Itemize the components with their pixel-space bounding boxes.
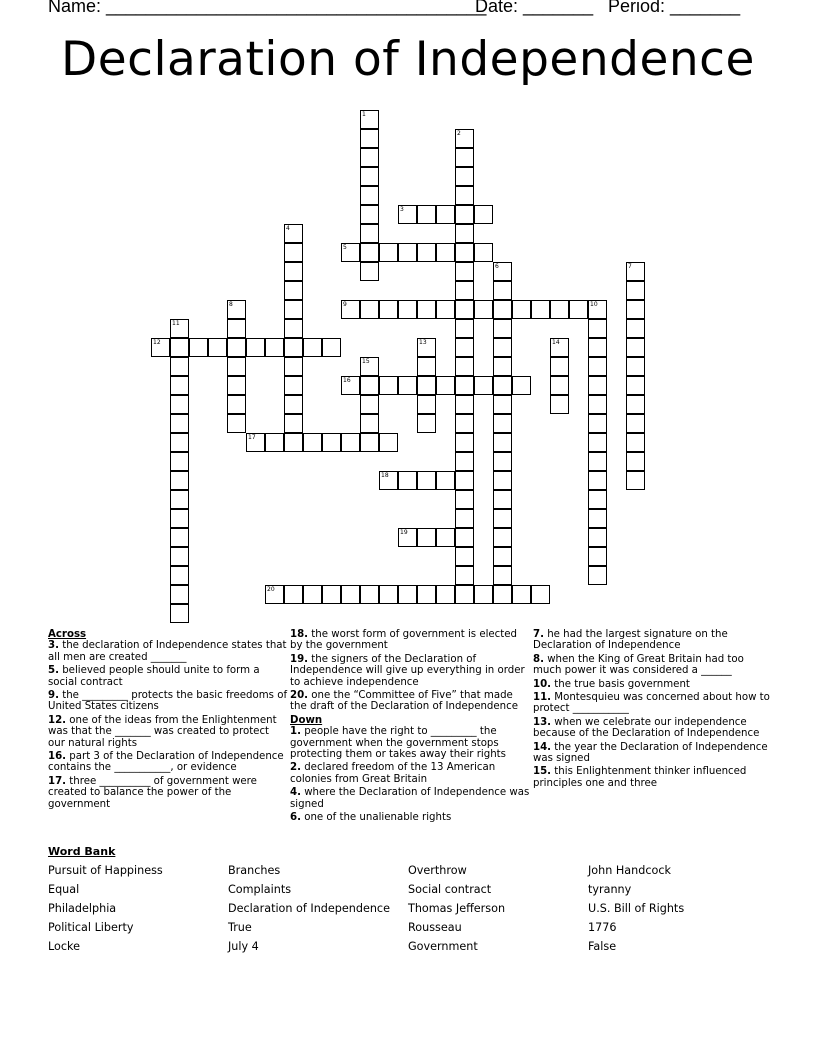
- crossword-cell[interactable]: [417, 300, 436, 319]
- crossword-cell[interactable]: [379, 376, 398, 395]
- clue-num: 16.: [48, 751, 67, 763]
- crossword-cell[interactable]: [398, 376, 417, 395]
- word-bank-item: Declaration of Independence: [228, 902, 390, 915]
- crossword-cell[interactable]: [360, 376, 379, 395]
- crossword-cell[interactable]: [398, 243, 417, 262]
- clue-item: [290, 690, 530, 713]
- crossword-cell[interactable]: [588, 471, 607, 490]
- crossword-cell[interactable]: [284, 433, 303, 452]
- clue-item: [533, 742, 773, 765]
- word-bank-item: Social contract: [408, 883, 492, 896]
- clue-text: where the Declaration of Independence was signed: [290, 787, 530, 810]
- crossword-cell[interactable]: [303, 338, 322, 357]
- crossword-cell[interactable]: [227, 357, 246, 376]
- word-bank-item: Pursuit of Happiness: [48, 864, 163, 877]
- crossword-cell[interactable]: [493, 566, 512, 585]
- crossword-cell[interactable]: [455, 148, 474, 167]
- clue-text: the _________ protects the basic freedoms of United States citizens: [48, 690, 288, 713]
- crossword-cell[interactable]: [493, 433, 512, 452]
- crossword-cell[interactable]: [550, 357, 569, 376]
- crossword-cell[interactable]: [436, 205, 455, 224]
- crossword-cell[interactable]: [360, 300, 379, 319]
- crossword-cell[interactable]: [227, 395, 246, 414]
- crossword-cell[interactable]: [455, 243, 474, 262]
- crossword-cell[interactable]: [265, 338, 284, 357]
- crossword-cell[interactable]: [474, 243, 493, 262]
- crossword-cell[interactable]: [227, 376, 246, 395]
- crossword-cell[interactable]: [588, 357, 607, 376]
- clue-number: 16: [343, 377, 351, 384]
- crossword-cell[interactable]: [360, 395, 379, 414]
- crossword-cell[interactable]: [417, 585, 436, 604]
- crossword-cell[interactable]: [284, 585, 303, 604]
- crossword-cell[interactable]: [170, 338, 189, 357]
- crossword-cell[interactable]: [322, 433, 341, 452]
- crossword-cell[interactable]: [588, 490, 607, 509]
- crossword-cell[interactable]: [531, 300, 550, 319]
- crossword-cell[interactable]: [493, 490, 512, 509]
- crossword-cell[interactable]: [284, 357, 303, 376]
- clue-item: [290, 787, 530, 810]
- clue-number: 17: [248, 434, 256, 441]
- crossword-cell[interactable]: [588, 509, 607, 528]
- clue-item: [290, 726, 530, 760]
- clue-num: 7.: [533, 629, 544, 640]
- clue-num: 13.: [533, 716, 552, 728]
- clue-text: he had the largest signature on the Declaration of Independence: [533, 629, 728, 652]
- clue-text: one the “Committee of Five” that made the draft of the Declaration of Independence: [290, 690, 518, 713]
- crossword-cell[interactable]: [455, 471, 474, 490]
- clue-number: 12: [153, 339, 161, 346]
- crossword-cell[interactable]: [455, 205, 474, 224]
- page-title: Declaration of Independence: [61, 32, 755, 87]
- crossword-cell[interactable]: [227, 414, 246, 433]
- crossword-cell[interactable]: [588, 414, 607, 433]
- crossword-cell[interactable]: [360, 224, 379, 243]
- crossword-cell[interactable]: [493, 338, 512, 357]
- crossword-cell[interactable]: [455, 319, 474, 338]
- clue-item: [533, 679, 773, 690]
- crossword-cell[interactable]: [417, 376, 436, 395]
- crossword-cell[interactable]: [512, 585, 531, 604]
- crossword-cell[interactable]: [170, 395, 189, 414]
- clue-num: 9.: [48, 690, 59, 702]
- crossword-cell[interactable]: [322, 585, 341, 604]
- crossword-cell[interactable]: [341, 433, 360, 452]
- clue-num: 4.: [290, 787, 301, 799]
- crossword-cell[interactable]: [170, 471, 189, 490]
- word-bank-item: False: [588, 940, 617, 953]
- clue-num: 10.: [533, 678, 552, 690]
- crossword-cell[interactable]: [588, 319, 607, 338]
- clue-item: [290, 762, 530, 785]
- clue-number: 18: [381, 472, 389, 479]
- crossword-cell[interactable]: [455, 452, 474, 471]
- crossword-cell[interactable]: [170, 490, 189, 509]
- crossword-cell[interactable]: [360, 186, 379, 205]
- clue-num: 20.: [290, 690, 309, 702]
- word-bank-item: Branches: [228, 864, 281, 877]
- crossword-cell[interactable]: [493, 547, 512, 566]
- clue-number: 14: [552, 339, 560, 346]
- crossword-cell[interactable]: [455, 224, 474, 243]
- clue-num: 5.: [48, 665, 59, 677]
- crossword-cell[interactable]: [455, 357, 474, 376]
- crossword-cell[interactable]: [284, 414, 303, 433]
- clue-num: 18.: [290, 629, 309, 640]
- crossword-cell[interactable]: [284, 243, 303, 262]
- word-bank-item: Complaints: [228, 883, 292, 896]
- clue-num: 6.: [290, 812, 301, 824]
- clue-text: declared freedom of the 13 American colonies from Great Britain: [290, 762, 496, 785]
- crossword-cell[interactable]: [493, 528, 512, 547]
- clue-text: the declaration of Independence states that all men are created _______: [48, 640, 287, 663]
- crossword-cell[interactable]: [455, 338, 474, 357]
- crossword-cell[interactable]: [455, 281, 474, 300]
- crossword-cell[interactable]: [626, 395, 645, 414]
- crossword-cell[interactable]: [588, 338, 607, 357]
- crossword-cell[interactable]: [550, 300, 569, 319]
- word-bank-item: John Handcock: [588, 864, 671, 877]
- crossword-cell[interactable]: [588, 433, 607, 452]
- crossword-cell[interactable]: [379, 300, 398, 319]
- word-bank-item: tyranny: [588, 883, 632, 896]
- clue-text: people have the right to _________ the government when the government stops protecting them or takes away their rights: [290, 726, 506, 761]
- crossword-cell[interactable]: [455, 433, 474, 452]
- clue-number: 7: [628, 263, 632, 270]
- crossword-cell[interactable]: [398, 471, 417, 490]
- word-bank-item: True: [228, 921, 252, 934]
- clue-column-2: [290, 629, 530, 826]
- crossword-cell[interactable]: [360, 433, 379, 452]
- clue-num: 17.: [48, 775, 67, 787]
- word-bank-item: U.S. Bill of Rights: [588, 902, 685, 915]
- crossword-cell[interactable]: [436, 471, 455, 490]
- crossword-cell[interactable]: [170, 509, 189, 528]
- clue-num: 12.: [48, 714, 67, 726]
- crossword-cell[interactable]: [417, 395, 436, 414]
- clue-section-heading: Across: [48, 629, 87, 640]
- crossword-cell[interactable]: [284, 281, 303, 300]
- crossword-cell[interactable]: [588, 452, 607, 471]
- crossword-cell[interactable]: [626, 414, 645, 433]
- crossword-cell[interactable]: [493, 585, 512, 604]
- clue-number: 19: [400, 529, 408, 536]
- word-bank-heading: Word Bank: [48, 845, 116, 858]
- clue-text: when the King of Great Britain had too much power it was considered a ______: [533, 653, 744, 677]
- date-field[interactable]: Date: _______: [475, 0, 594, 16]
- crossword-cell[interactable]: [360, 129, 379, 148]
- clue-item: [48, 690, 288, 713]
- clue-item: [533, 766, 773, 789]
- clue-item: [533, 717, 773, 740]
- crossword-cell[interactable]: [493, 281, 512, 300]
- crossword-cell[interactable]: [360, 148, 379, 167]
- crossword-cell[interactable]: [493, 509, 512, 528]
- clue-item: [48, 751, 288, 774]
- clue-number: 11: [172, 320, 180, 327]
- crossword-cell[interactable]: [303, 585, 322, 604]
- clue-num: 15.: [533, 766, 552, 778]
- crossword-cell[interactable]: [189, 338, 208, 357]
- crossword-cell[interactable]: [398, 300, 417, 319]
- clue-item: [48, 776, 288, 810]
- crossword-cell[interactable]: [360, 243, 379, 262]
- crossword-cell[interactable]: [455, 186, 474, 205]
- crossword-cell[interactable]: [170, 566, 189, 585]
- word-bank-item: Locke: [48, 940, 80, 953]
- clue-item: [290, 629, 530, 652]
- crossword-cell[interactable]: [360, 414, 379, 433]
- crossword-cell[interactable]: [588, 395, 607, 414]
- clue-number: 4: [286, 225, 290, 232]
- clue-text: the signers of the Declaration of Independence will give up everything in order to achieve independence: [290, 653, 525, 688]
- clue-text: this Enlightenment thinker influenced principles one and three: [533, 766, 747, 789]
- crossword-cell[interactable]: [626, 433, 645, 452]
- crossword-cell[interactable]: [493, 319, 512, 338]
- clue-column-3: [533, 629, 773, 791]
- crossword-cell[interactable]: [265, 433, 284, 452]
- crossword-cell[interactable]: [170, 414, 189, 433]
- crossword-cell[interactable]: [417, 205, 436, 224]
- clue-item: [290, 654, 530, 688]
- crossword-cell[interactable]: [531, 585, 550, 604]
- crossword-cell[interactable]: [493, 452, 512, 471]
- crossword-cell[interactable]: [341, 585, 360, 604]
- crossword-cell[interactable]: [284, 376, 303, 395]
- crossword-cell[interactable]: [303, 433, 322, 452]
- clue-text: one of the ideas from the Enlightenment was that the _______ was created to protect our natural rights: [48, 714, 277, 749]
- crossword-cell[interactable]: [379, 433, 398, 452]
- crossword-cell[interactable]: [588, 547, 607, 566]
- word-bank-item: Political Liberty: [48, 921, 134, 934]
- crossword-cell[interactable]: [170, 376, 189, 395]
- crossword-cell[interactable]: [170, 585, 189, 604]
- crossword-cell[interactable]: [170, 604, 189, 623]
- crossword-cell[interactable]: [455, 566, 474, 585]
- crossword-cell[interactable]: [626, 471, 645, 490]
- crossword-cell[interactable]: [455, 167, 474, 186]
- crossword-cell[interactable]: [569, 300, 588, 319]
- crossword-cell[interactable]: [626, 357, 645, 376]
- clue-text: the year the Declaration of Independence was signed: [533, 741, 768, 765]
- crossword-cell[interactable]: [626, 281, 645, 300]
- crossword-cell[interactable]: [493, 300, 512, 319]
- clue-num: 3.: [48, 640, 59, 652]
- clue-text: the true basis government: [551, 678, 690, 690]
- word-bank-item: Overthrow: [408, 864, 467, 877]
- crossword-cell[interactable]: [284, 395, 303, 414]
- clue-text: Montesquieu was concerned about how to protect ___________: [533, 692, 770, 715]
- crossword-cell[interactable]: [436, 376, 455, 395]
- crossword-cell[interactable]: [436, 300, 455, 319]
- crossword-cell[interactable]: [474, 300, 493, 319]
- clue-num: 8.: [533, 653, 544, 665]
- clue-item: [290, 812, 530, 823]
- clue-number: 5: [343, 244, 347, 251]
- word-bank-item: Rousseau: [408, 921, 462, 934]
- clue-num: 11.: [533, 692, 552, 704]
- crossword-cell[interactable]: [417, 243, 436, 262]
- word-bank-item: Government: [408, 940, 478, 953]
- clue-number: 6: [495, 263, 499, 270]
- crossword-cell[interactable]: [474, 376, 493, 395]
- crossword-cell[interactable]: [493, 357, 512, 376]
- crossword-cell[interactable]: [512, 300, 531, 319]
- crossword-cell[interactable]: [455, 490, 474, 509]
- crossword-cell[interactable]: [227, 338, 246, 357]
- word-bank-item: July 4: [228, 940, 259, 953]
- crossword-cell[interactable]: [455, 547, 474, 566]
- crossword-cell[interactable]: [455, 376, 474, 395]
- clue-column-1: [48, 629, 288, 812]
- clue-section-heading: Down: [290, 714, 323, 726]
- crossword-cell[interactable]: [170, 452, 189, 471]
- crossword-cell[interactable]: [360, 262, 379, 281]
- crossword-cell[interactable]: [322, 338, 341, 357]
- crossword-cell[interactable]: [455, 395, 474, 414]
- crossword-cell[interactable]: [455, 509, 474, 528]
- crossword-cell[interactable]: [493, 376, 512, 395]
- word-bank-item: 1776: [588, 921, 617, 934]
- clue-item: [48, 715, 288, 749]
- clue-number: 13: [419, 339, 427, 346]
- crossword-cell[interactable]: [436, 243, 455, 262]
- crossword-cell[interactable]: [455, 528, 474, 547]
- crossword-cell[interactable]: [455, 414, 474, 433]
- crossword-cell[interactable]: [588, 528, 607, 547]
- crossword-cell[interactable]: [626, 319, 645, 338]
- clue-num: 2.: [290, 762, 301, 774]
- crossword-cell[interactable]: [284, 319, 303, 338]
- clue-number: 2: [457, 130, 461, 137]
- crossword-cell[interactable]: [284, 300, 303, 319]
- clue-number: 8: [229, 301, 233, 308]
- crossword-cell[interactable]: [360, 167, 379, 186]
- crossword-cell[interactable]: [474, 585, 493, 604]
- clue-number: 1: [362, 111, 366, 118]
- crossword-cell[interactable]: [398, 585, 417, 604]
- clue-number: 20: [267, 586, 275, 593]
- crossword-cell[interactable]: [626, 300, 645, 319]
- crossword-cell[interactable]: [170, 547, 189, 566]
- crossword-cell[interactable]: [626, 338, 645, 357]
- crossword-cell[interactable]: [436, 528, 455, 547]
- crossword-cell[interactable]: [170, 433, 189, 452]
- crossword-cell[interactable]: [284, 338, 303, 357]
- crossword-cell[interactable]: [455, 262, 474, 281]
- crossword-cell[interactable]: [512, 376, 531, 395]
- crossword-cell[interactable]: [208, 338, 227, 357]
- crossword-cell[interactable]: [550, 376, 569, 395]
- crossword-cell[interactable]: [626, 376, 645, 395]
- crossword-cell[interactable]: [417, 528, 436, 547]
- clue-item: [533, 654, 773, 677]
- clue-num: 1.: [290, 726, 301, 738]
- clue-text: believed people should unite to form a social contract: [48, 665, 260, 688]
- clue-item: [48, 640, 288, 663]
- name-field[interactable]: Name: ______________________________________: [48, 0, 487, 16]
- clue-number: 9: [343, 301, 347, 308]
- crossword-cell[interactable]: [417, 471, 436, 490]
- crossword-cell[interactable]: [360, 585, 379, 604]
- clue-number: 3: [400, 206, 404, 213]
- crossword-cell[interactable]: [626, 452, 645, 471]
- word-bank-item: Thomas Jefferson: [408, 902, 506, 915]
- crossword-cell[interactable]: [550, 395, 569, 414]
- crossword-cell[interactable]: [379, 585, 398, 604]
- crossword-cell[interactable]: [227, 319, 246, 338]
- crossword-cell[interactable]: [493, 414, 512, 433]
- crossword-cell[interactable]: [360, 205, 379, 224]
- crossword-cell[interactable]: [455, 585, 474, 604]
- clue-num: 19.: [290, 653, 309, 665]
- crossword-cell[interactable]: [417, 414, 436, 433]
- crossword-cell[interactable]: [379, 243, 398, 262]
- clue-text: three __________ of government were created to balance the power of the government: [48, 775, 257, 810]
- clue-item: [533, 692, 773, 715]
- crossword-cell[interactable]: [170, 357, 189, 376]
- crossword-cell[interactable]: [436, 585, 455, 604]
- word-bank-item: Equal: [48, 883, 80, 896]
- crossword-cell[interactable]: [246, 338, 265, 357]
- clue-text: part 3 of the Declaration of Independence contains the ___________, or evidence: [48, 751, 284, 774]
- word-bank-item: Philadelphia: [48, 902, 117, 915]
- crossword-cell[interactable]: [417, 357, 436, 376]
- crossword-cell[interactable]: [170, 528, 189, 547]
- clue-num: 14.: [533, 741, 552, 753]
- crossword-cell[interactable]: [493, 471, 512, 490]
- crossword-cell[interactable]: [588, 566, 607, 585]
- clue-text: when we celebrate our independence because of the Declaration of Independence: [533, 716, 760, 740]
- crossword-cell[interactable]: [455, 300, 474, 319]
- clue-text: the worst form of government is elected by the government: [290, 629, 518, 652]
- crossword-cell[interactable]: [474, 205, 493, 224]
- period-field[interactable]: Period: _______: [608, 0, 741, 16]
- crossword-cell[interactable]: [588, 376, 607, 395]
- crossword-cell[interactable]: [493, 395, 512, 414]
- clue-number: 15: [362, 358, 370, 365]
- clue-item: [48, 665, 288, 688]
- clue-text: one of the unalienable rights: [300, 812, 452, 824]
- clue-item: [533, 629, 773, 652]
- crossword-cell[interactable]: [284, 262, 303, 281]
- clue-number: 10: [590, 301, 598, 308]
